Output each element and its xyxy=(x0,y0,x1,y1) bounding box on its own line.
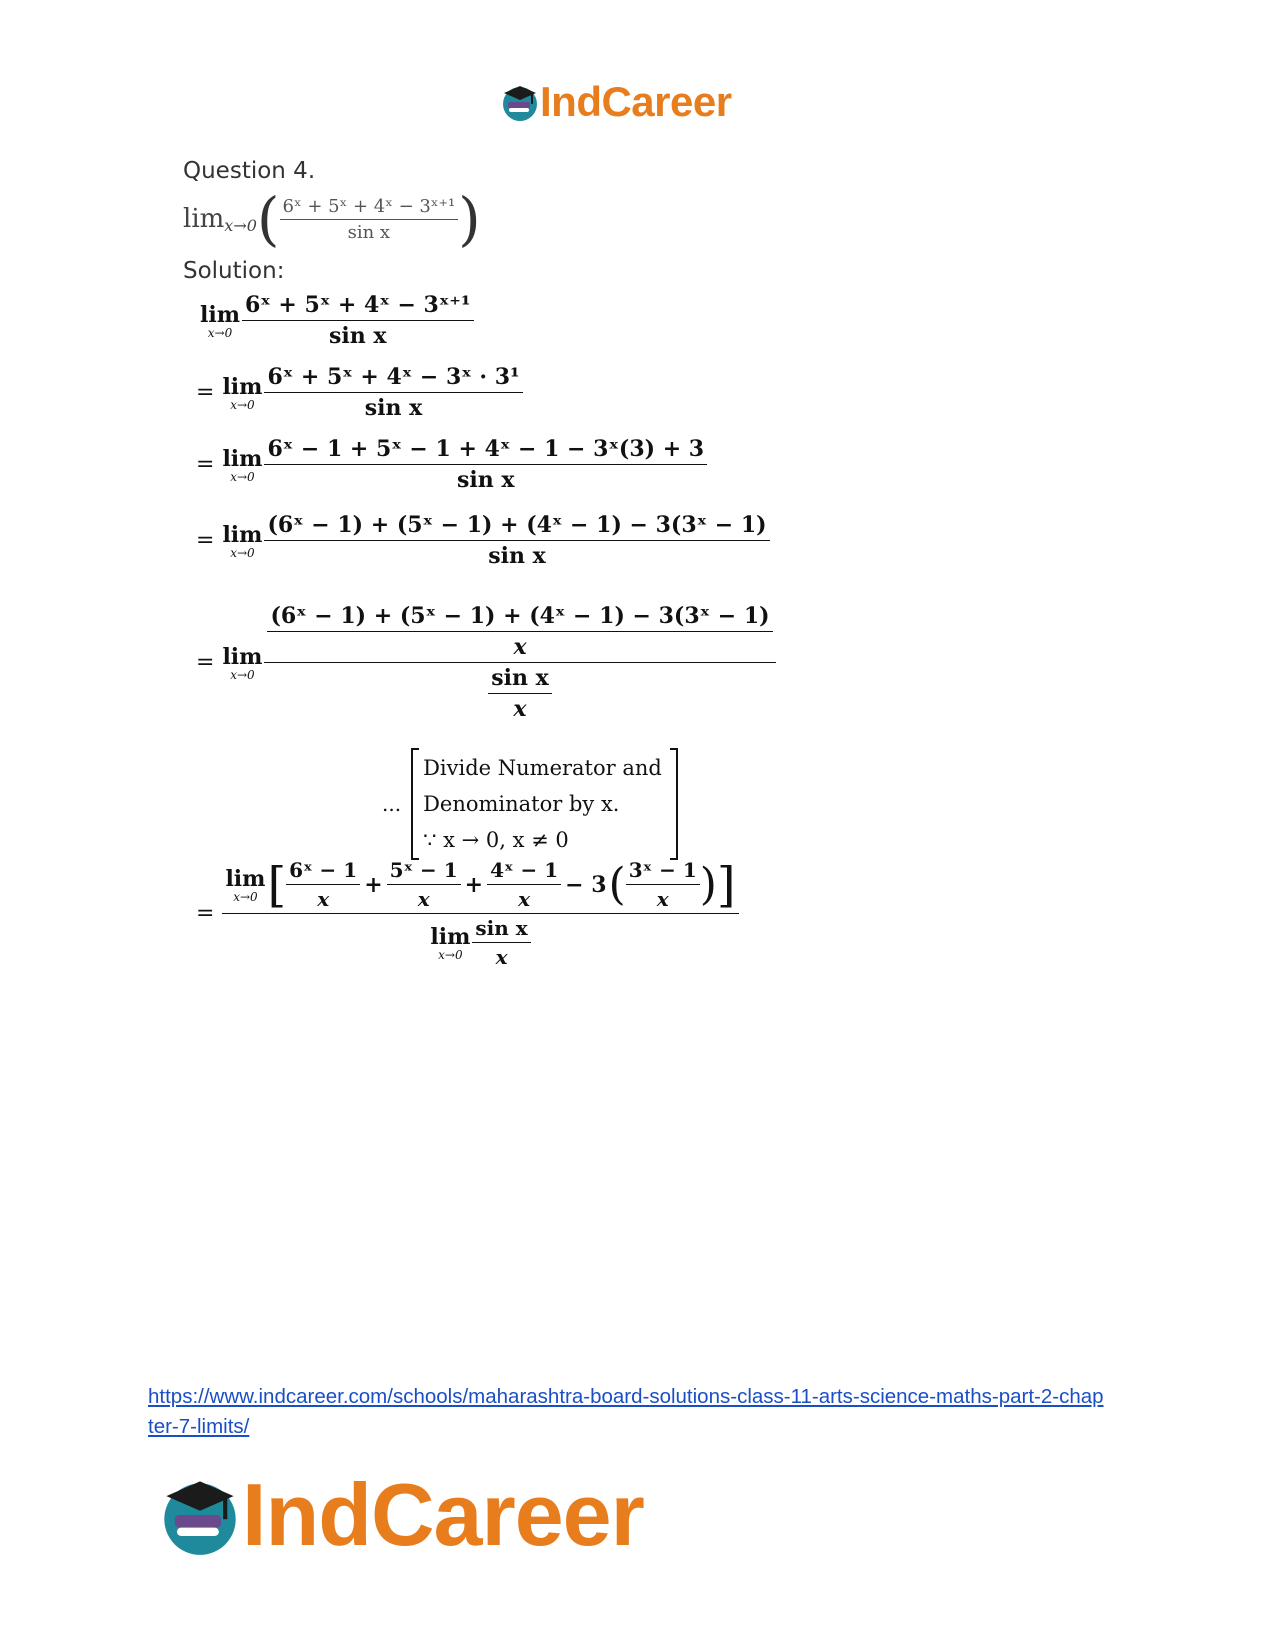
limit-operator: lim x→0 xyxy=(225,865,266,904)
source-link[interactable]: https://www.indcareer.com/schools/maharashtra-board-solutions-class-11-arts-science-maths-part-2-chapter-7-limits/ xyxy=(148,1385,1104,1438)
graduation-cap-icon xyxy=(158,1473,242,1557)
numerator: 6ˣ + 5ˣ + 4ˣ − 3ˣ⁺¹ xyxy=(280,196,459,220)
limit-operator: lim x→0 xyxy=(200,301,240,340)
limit-operator: lim x→0 xyxy=(222,521,263,560)
question-expression xyxy=(183,185,481,253)
solution-step-3: = lim x→0 $\frac{\text{6ˣ − 1 + 5ˣ − 1 + 4ˣ − 1 − 3ˣ(3) + 3}}{\text{sin x}}$ xyxy=(196,436,707,493)
graduation-cap-icon xyxy=(500,82,540,122)
step-fraction: $\frac{\text{6ˣ − 1 + 5ˣ − 1 + 4ˣ − 1 − 3ˣ(3) + 3}}{\text{sin x}}$ xyxy=(264,436,707,493)
final-fraction: lim x→0 [ $\frac{\text{6ˣ − 1}}{x}$ + $\frac{\text{5ˣ − 1}}{x}$ + $\frac{\text{4ˣ − 1}}{x}$ − 3 ( $\frac{\text{3ˣ − 1}}{x}$ ) ] lim x→0 $\frac{\text{sin x}}{x}$ xyxy=(222,858,738,969)
right-paren: ) xyxy=(458,185,481,253)
question-title: Question 4. xyxy=(183,158,316,184)
lower-fraction: $\frac{\text{sin x}}{x}$ xyxy=(488,665,552,722)
solution-final-step: = lim x→0 [ $\frac{\text{6ˣ − 1}}{x}$ + $\frac{\text{5ˣ − 1}}{x}$ + $\frac{\text{4ˣ − 1}}{x}$ − 3 ( $\frac{\text{3ˣ − 1}}{x}$ ) ] lim x→0 $\frac{\text{sin x}}{x}$ xyxy=(196,858,739,969)
limit-operator: lim x→0 xyxy=(430,923,471,962)
solution-step-2: = lim x→0 $\frac{\text{6ˣ + 5ˣ + 4ˣ − 3ˣ · 3¹}}{\text{sin x}}$ xyxy=(196,364,523,421)
note-bracket: Divide Numerator and Denominator by x. ∵ x → 0, x ≠ 0 xyxy=(411,748,678,860)
solution-title: Solution: xyxy=(183,258,285,284)
upper-fraction: $\frac{\text{(6ˣ − 1) + (5ˣ − 1) + (4ˣ − 1) − 3(3ˣ − 1)}}{x}$ xyxy=(267,603,772,660)
lim-subscript: x→0 xyxy=(224,215,257,235)
step-fraction: $\frac{\text{(6ˣ − 1) + (5ˣ − 1) + (4ˣ − 1) − 3(3ˣ − 1)}}{\text{sin x}}$ xyxy=(264,512,769,569)
solution-step-4: = lim x→0 $\frac{\text{(6ˣ − 1) + (5ˣ − 1) + (4ˣ − 1) − 3(3ˣ − 1)}}{\text{sin x}}$ xyxy=(196,512,770,569)
logo-text: IndCareer xyxy=(540,78,732,125)
step-fraction: $\frac{\text{6ˣ + 5ˣ + 4ˣ − 3ˣ⁺¹}}{\text{sin x}}$ xyxy=(242,292,474,349)
solution-step-5: = lim x→0 $\frac{\frac{\text{(6ˣ − 1) + (5ˣ − 1) + (4ˣ − 1) − 3(3ˣ − 1)}}{x}}{\frac{\text{sin x}}{x}}$ xyxy=(196,603,776,722)
limit-operator: lim x→0 xyxy=(222,643,263,682)
question-fraction xyxy=(280,196,459,243)
lim-label: lim xyxy=(183,204,225,234)
footer-logo xyxy=(158,1464,644,1566)
left-paren: ( xyxy=(256,185,280,253)
limit-operator: lim x→0 xyxy=(222,373,263,412)
compound-fraction xyxy=(264,603,775,722)
denominator: sin x xyxy=(347,221,391,243)
solution-step-1 xyxy=(200,292,474,349)
solution-note: ... Divide Numerator and Denominator by x. ∵ x → 0, x ≠ 0 xyxy=(382,748,678,860)
header-logo xyxy=(500,78,732,126)
logo-text: IndCareer xyxy=(242,1465,644,1564)
step-fraction: $\frac{\text{6ˣ + 5ˣ + 4ˣ − 3ˣ · 3¹}}{\text{sin x}}$ xyxy=(264,364,522,421)
limit-operator: lim x→0 xyxy=(222,445,263,484)
